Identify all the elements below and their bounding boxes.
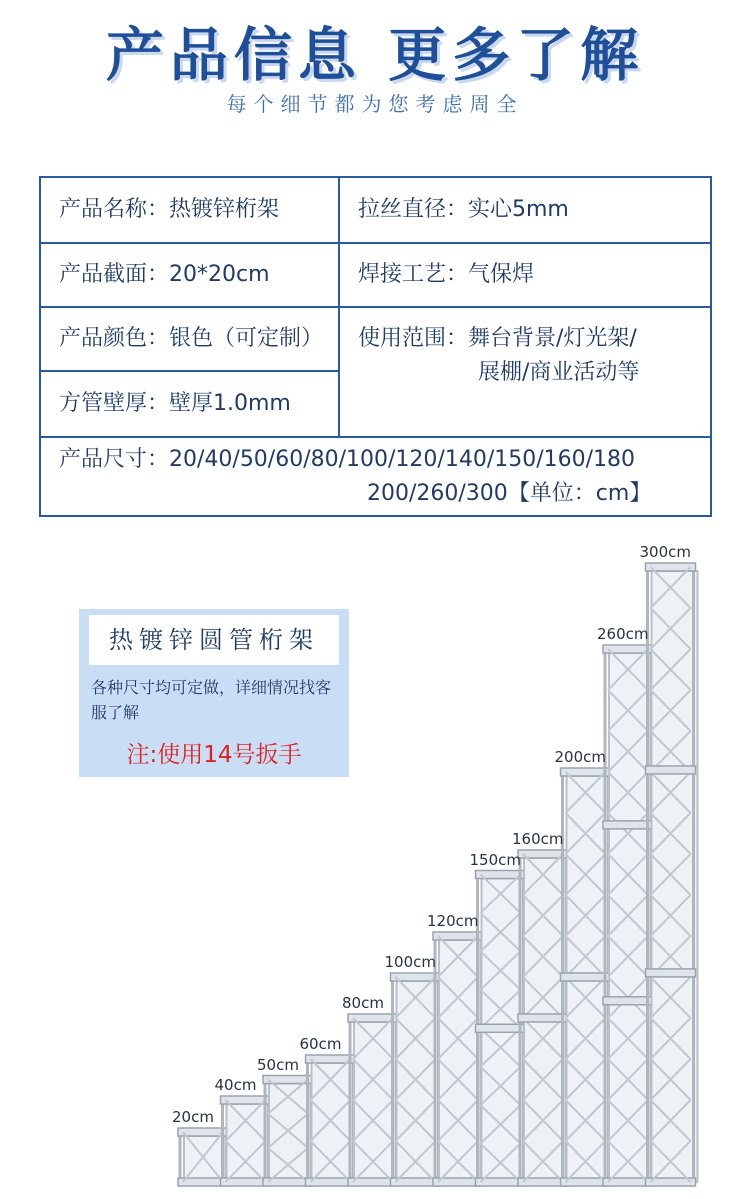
spec-section: 产品截面：20*20cm — [40, 243, 339, 307]
truss-label: 40cm — [214, 1076, 257, 1094]
truss-label: 260cm — [597, 625, 649, 643]
truss-label: 160cm — [512, 830, 564, 848]
spec-size-line2: 200/260/300【单位：cm】 — [367, 480, 652, 506]
truss-label: 50cm — [257, 1055, 299, 1074]
spec-usage-line2: 展棚/商业活动等 — [478, 360, 640, 385]
spec-thickness: 方管壁厚：壁厚1.0mm — [40, 371, 339, 437]
truss-label: 150cm — [469, 850, 521, 869]
truss-label: 80cm — [342, 994, 384, 1012]
page-title: 产品信息 更多了解 — [105, 21, 645, 89]
truss-label: 120cm — [427, 912, 479, 930]
truss-label: 60cm — [299, 1035, 342, 1053]
spec-color: 产品颜色：银色（可定制） — [40, 307, 339, 371]
truss-label: 200cm — [554, 748, 606, 766]
promo-note: 注:使用14号扳手 — [126, 742, 302, 768]
truss-label: 20cm — [172, 1108, 214, 1126]
promo-title: 热镀锌圆管桁架 — [89, 615, 339, 665]
truss-300cm — [646, 563, 698, 1186]
page-subtitle: 每个细节都为您考虑周全 — [226, 92, 524, 116]
spec-usage-line1: 使用范围：舞台背景/灯光架/ — [358, 326, 637, 351]
truss-label: 300cm — [639, 543, 691, 561]
spec-weld: 焊接工艺：气保焊 — [339, 243, 711, 307]
spec-name: 产品名称：热镀锌桁架 — [40, 177, 339, 243]
promo-description: 各种尺寸均可定做，详细情况找客服了解 — [91, 678, 332, 722]
spec-size-line1: 产品尺寸：20/40/50/60/80/100/120/140/150/160/180 — [59, 446, 636, 472]
truss-label: 100cm — [384, 953, 436, 971]
spec-wire: 拉丝直径：实心5mm — [339, 177, 711, 243]
